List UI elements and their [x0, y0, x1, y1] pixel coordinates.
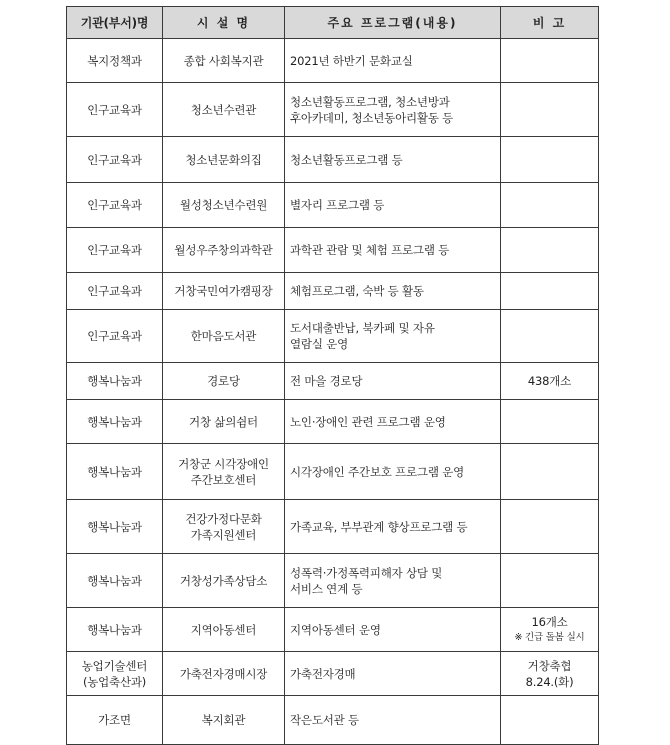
- dept-cell: [67, 228, 163, 273]
- dept-cell-line: 인구교육과: [87, 284, 142, 298]
- facility-cell: [163, 444, 285, 500]
- note-cell: [501, 83, 599, 137]
- dept-cell-line: 인구교육과: [87, 329, 142, 343]
- program-cell-line: 시각장애인 주간보호 프로그램 운영: [290, 464, 464, 479]
- program-cell-line: 과학관 관람 및 체험 프로그램 등: [290, 243, 450, 257]
- table-row: [67, 83, 599, 137]
- dept-cell-line: 행복나눔과: [87, 374, 142, 388]
- program-cell-line: 청소년활동프로그램, 청소년방과: [290, 94, 450, 109]
- dept-cell-line: 복지정책과: [87, 53, 142, 68]
- dept-cell-line: 인구교육과: [87, 152, 142, 167]
- dept-cell-line: 인구교육과: [87, 102, 142, 117]
- program-cell: [285, 83, 501, 137]
- program-cell-line: 후아카데미, 청소년동아리활동 등: [290, 110, 454, 125]
- facility-cell: [163, 696, 285, 745]
- header-facility: 시 설 명: [163, 7, 285, 39]
- note-cell: [501, 652, 599, 696]
- facility-cell-line: 복지회관: [201, 713, 246, 727]
- facility-cell-line: 경로당: [207, 374, 240, 388]
- table-row: [67, 39, 599, 83]
- program-cell-line: 전 마을 경로당: [290, 374, 363, 388]
- note-cell-line: 16개소: [531, 614, 568, 629]
- header-dept: 기관(부서)명: [67, 7, 163, 39]
- facility-cell-line: 한마음도서관: [190, 329, 257, 343]
- facility-cell-line: 청소년문화의집: [185, 152, 262, 167]
- facility-cell: [163, 273, 285, 310]
- table-row: [67, 554, 599, 608]
- table-body: [67, 39, 599, 745]
- program-cell: [285, 137, 501, 183]
- facility-cell: [163, 652, 285, 696]
- program-cell: [285, 608, 501, 652]
- dept-cell: [67, 273, 163, 310]
- note-cell: [501, 310, 599, 363]
- dept-cell: [67, 400, 163, 444]
- dept-cell: [67, 608, 163, 652]
- note-cell-line: ※ 긴급 돌봄 실시: [514, 631, 585, 643]
- facility-cell: [163, 400, 285, 444]
- facility-cell-line: 종합 사회복지관: [183, 53, 264, 68]
- dept-cell: [67, 39, 163, 83]
- facility-cell-line: 가족지원센터: [190, 527, 257, 542]
- note-cell: [501, 500, 599, 554]
- dept-cell-line: 행복나눔과: [87, 622, 142, 637]
- facility-cell: [163, 183, 285, 228]
- facility-cell-line: 거창군 시각장애인: [178, 456, 269, 471]
- note-cell: [501, 363, 599, 400]
- dept-cell: [67, 83, 163, 137]
- program-cell-line: 가족교육, 부부관계 향상프로그램 등: [290, 519, 468, 534]
- table-row: [67, 444, 599, 500]
- dept-cell-line: (농업축산과): [82, 674, 147, 689]
- program-cell: [285, 363, 501, 400]
- program-cell-line: 청소년활동프로그램 등: [290, 152, 403, 167]
- note-cell: [501, 554, 599, 608]
- program-cell: [285, 500, 501, 554]
- program-cell: [285, 400, 501, 444]
- note-cell: [501, 400, 599, 444]
- note-cell: [501, 696, 599, 745]
- note-cell-line: 438개소: [527, 374, 572, 388]
- note-cell-line: 거창축협: [527, 658, 572, 673]
- table-row: [67, 228, 599, 273]
- program-cell-line: 작은도서관 등: [290, 713, 359, 727]
- table-row: [67, 608, 599, 652]
- program-cell: [285, 183, 501, 228]
- note-cell: [501, 228, 599, 273]
- program-cell: [285, 228, 501, 273]
- facility-program-table: [66, 6, 599, 745]
- facility-cell-line: 거창국민여가캠핑장: [174, 284, 273, 298]
- dept-cell: [67, 137, 163, 183]
- program-cell: [285, 696, 501, 745]
- program-cell-line: 열람실 운영: [290, 337, 348, 351]
- program-cell: [285, 39, 501, 83]
- facility-cell: [163, 608, 285, 652]
- program-cell-line: 도서대출반납, 북카페 및 자유: [290, 321, 435, 335]
- dept-cell-line: 행복나눔과: [87, 573, 142, 588]
- facility-cell: [163, 83, 285, 137]
- note-cell: [501, 608, 599, 652]
- facility-cell: [163, 500, 285, 554]
- table-row: [67, 696, 599, 745]
- table-row: [67, 183, 599, 228]
- program-cell-line: 노인·장애인 관련 프로그램 운영: [290, 414, 446, 429]
- facility-cell: [163, 39, 285, 83]
- header-row: [67, 7, 599, 39]
- table-row: [67, 652, 599, 696]
- program-cell: [285, 554, 501, 608]
- facility-cell: [163, 554, 285, 608]
- note-cell-line: 8.24.(화): [525, 674, 574, 689]
- dept-cell: [67, 500, 163, 554]
- program-cell-line: 2021년 하반기 문화교실: [290, 53, 413, 68]
- note-cell: [501, 137, 599, 183]
- facility-cell-line: 건강가정다문화: [185, 511, 262, 526]
- table-row: [67, 400, 599, 444]
- facility-cell-line: 주간보호센터: [190, 472, 257, 487]
- facility-cell-line: 거창 삶의쉼터: [189, 414, 258, 429]
- dept-cell: [67, 363, 163, 400]
- dept-cell: [67, 310, 163, 363]
- dept-cell-line: 농업기술센터: [81, 658, 148, 673]
- note-cell: [501, 273, 599, 310]
- program-cell-line: 서비스 연계 등: [290, 581, 363, 596]
- dept-cell: [67, 183, 163, 228]
- facility-cell-line: 거창성가족상담소: [179, 573, 268, 588]
- note-cell: [501, 39, 599, 83]
- facility-cell-line: 청소년수련관: [190, 102, 257, 117]
- table-row: [67, 500, 599, 554]
- program-cell-line: 지역아동센터 운영: [290, 622, 381, 637]
- dept-cell-line: 가조면: [98, 713, 131, 727]
- dept-cell: [67, 652, 163, 696]
- header-program: 주요 프로그램(내용): [285, 7, 501, 39]
- dept-cell-line: 인구교육과: [87, 243, 142, 257]
- program-cell: [285, 273, 501, 310]
- note-cell: [501, 183, 599, 228]
- dept-cell: [67, 696, 163, 745]
- table-row: [67, 310, 599, 363]
- header-note: 비 고: [501, 7, 599, 39]
- facility-cell: [163, 137, 285, 183]
- note-cell: [501, 444, 599, 500]
- dept-cell-line: 행복나눔과: [87, 414, 142, 429]
- facility-cell-line: 지역아동센터: [190, 622, 257, 637]
- program-cell: [285, 444, 501, 500]
- facility-cell-line: 월성우주창의과학관: [174, 243, 273, 257]
- program-cell-line: 성폭력·가정폭력피해자 상담 및: [290, 565, 443, 580]
- program-cell-line: 가축전자경매: [290, 666, 356, 681]
- table-row: [67, 137, 599, 183]
- dept-cell: [67, 554, 163, 608]
- dept-cell-line: 인구교육과: [87, 198, 142, 212]
- program-cell-line: 별자리 프로그램 등: [290, 198, 385, 212]
- facility-cell: [163, 228, 285, 273]
- table-row: [67, 273, 599, 310]
- facility-cell-line: 가축전자경매시장: [179, 666, 268, 681]
- program-cell-line: 체험프로그램, 숙박 등 활동: [290, 284, 424, 298]
- program-cell: [285, 652, 501, 696]
- table-row: [67, 363, 599, 400]
- dept-cell-line: 행복나눔과: [87, 464, 142, 479]
- facility-cell: [163, 363, 285, 400]
- facility-cell: [163, 310, 285, 363]
- dept-cell: [67, 444, 163, 500]
- facility-cell-line: 월성청소년수련원: [179, 198, 268, 212]
- dept-cell-line: 행복나눔과: [87, 519, 142, 534]
- program-cell: [285, 310, 501, 363]
